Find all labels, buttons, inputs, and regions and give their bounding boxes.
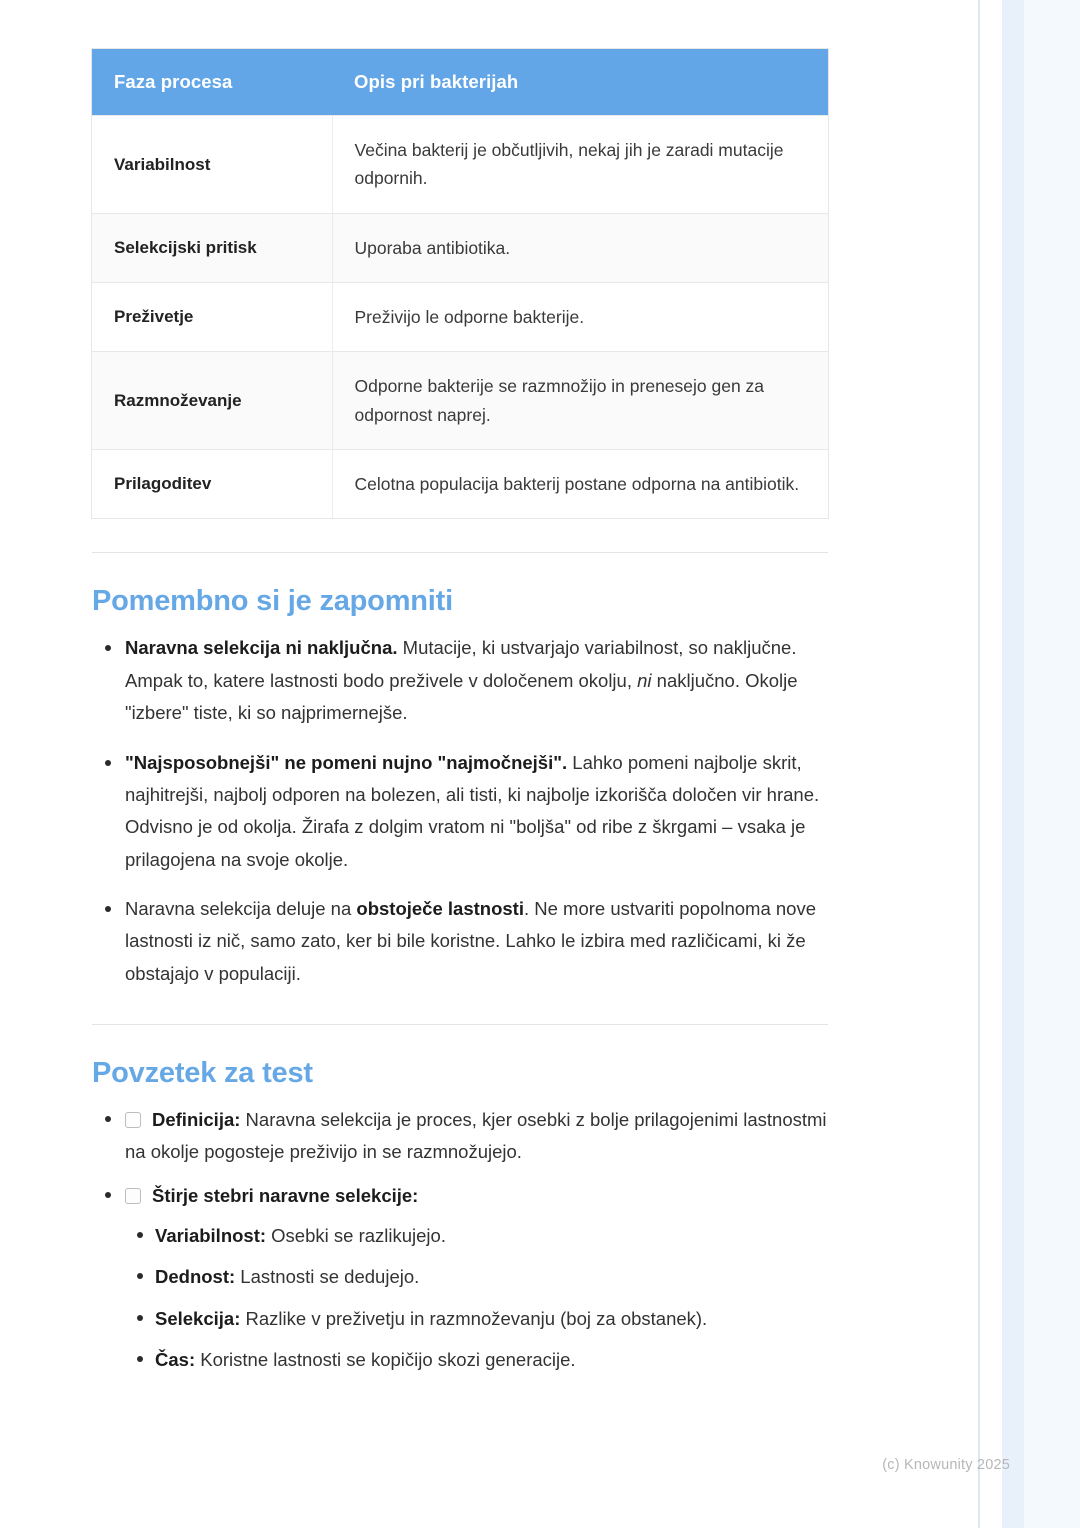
item-label: Štirje stebri naravne selekcije: — [152, 1184, 419, 1206]
document-content — [92, 0, 828, 1387]
item-text-tail: . Ne more ustvariti popolnoma nove lastnosti iz nič, samo zato, ker bi bile koristne. Lahko le izbira med različicami, ki že obstajajo v populaciji. — [125, 898, 817, 984]
page-edge-divider — [978, 0, 980, 1528]
table-row — [92, 283, 828, 352]
item-text: Naravna selekcija deluje na — [125, 898, 357, 920]
cell-phase: Selekcijski pritisk — [92, 213, 332, 282]
item-text: Mutacije, ki ustvarjajo variabilnost, so naključne. Ampak to, katere lastnosti bodo preživele v določenem okolju, — [125, 637, 797, 691]
item-lead: "Najsposobnejši" ne pomeni nujno "najmočnejši". — [125, 751, 568, 773]
item-text: Naravna selekcija je proces, kjer osebki z bolje prilagojenimi lastnostmi na okolje pogosteje preživijo in se razmnožujejo. — [125, 1109, 827, 1162]
cell-description: Odporne bakterije se razmnožijo in prenesejo gen za odpornost naprej. — [332, 352, 828, 450]
cell-phase: Preživetje — [92, 283, 332, 352]
list-item — [125, 1262, 828, 1292]
item-label: Definicija: — [152, 1109, 241, 1131]
table-header-row — [92, 49, 828, 116]
sub-item-label: Dednost: — [155, 1266, 236, 1288]
cell-description: Večina bakterij je občutljivih, nekaj jih je zaradi mutacije odpornih. — [332, 116, 828, 214]
item-emphasis: ni — [637, 669, 652, 691]
sub-item-text: Razlike v preživetju in razmnoževanju (boj za obstanek). — [240, 1307, 708, 1329]
sub-item-label: Čas: — [155, 1349, 196, 1371]
checkbox-icon[interactable] — [125, 1112, 141, 1128]
list-item — [92, 1180, 828, 1375]
copyright-watermark: (c) Knowunity 2025 — [882, 1457, 1010, 1473]
column-header-phase: Faza procesa — [92, 49, 332, 116]
list-item — [125, 1304, 828, 1334]
cell-phase: Razmnoževanje — [92, 352, 332, 450]
table-row — [92, 352, 828, 450]
item-text-tail: naključno. Okolje "izbere" tiste, ki so najprimernejše. — [125, 669, 798, 724]
process-table-body — [92, 116, 828, 519]
section-heading-remember: Pomembno si je zapomniti — [92, 585, 453, 618]
list-item — [125, 1345, 828, 1375]
list-item — [125, 1221, 828, 1251]
sub-item-text: Koristne lastnosti se kopičijo skozi generacije. — [195, 1349, 576, 1371]
sub-item-label: Selekcija: — [155, 1307, 241, 1329]
table-row — [92, 450, 828, 519]
pillars-sublist — [125, 1221, 828, 1375]
remember-list — [92, 632, 828, 990]
cell-description: Preživijo le odporne bakterije. — [332, 283, 828, 352]
cell-description: Celotna populacija bakterij postane odporna na antibiotik. — [332, 450, 828, 519]
table-row — [92, 116, 828, 214]
sub-item-label: Variabilnost: — [155, 1224, 267, 1246]
item-lead: Naravna selekcija ni naključna. — [125, 637, 398, 659]
page-scroll-strip[interactable] — [1002, 0, 1024, 1528]
process-table — [92, 49, 828, 518]
item-mid-bold: obstoječe lastnosti — [356, 898, 524, 920]
checkbox-icon[interactable] — [125, 1188, 141, 1204]
column-header-description: Opis pri bakterijah — [332, 49, 828, 116]
section-divider — [92, 1024, 828, 1025]
list-item — [92, 893, 828, 990]
section-heading-summary: Povzetek za test — [92, 1057, 313, 1090]
cell-phase: Prilagoditev — [92, 450, 332, 519]
process-table-head — [92, 49, 828, 116]
summary-checklist — [92, 1104, 828, 1375]
table-row — [92, 213, 828, 282]
list-item — [92, 747, 828, 877]
item-text: Lahko pomeni najbolje skrit, najhitrejši, najbolj odporen na bolezen, ali tisti, ki najbolje izkorišča določen vir hrane. Odvisno je od okolja. Žirafa z dolgim vratom ni "boljša" od ribe z škrgami – vsaka je prilagojena na svoje okolje. — [125, 751, 820, 870]
list-item — [92, 1104, 828, 1168]
cell-phase: Variabilnost — [92, 116, 332, 214]
sub-item-text: Osebki se razlikujejo. — [266, 1224, 446, 1246]
section-divider — [92, 552, 828, 553]
cell-description: Uporaba antibiotika. — [332, 213, 828, 282]
sub-item-text: Lastnosti se dedujejo. — [235, 1266, 420, 1288]
list-item — [92, 632, 828, 729]
page-right-margin-strip — [1024, 0, 1080, 1528]
